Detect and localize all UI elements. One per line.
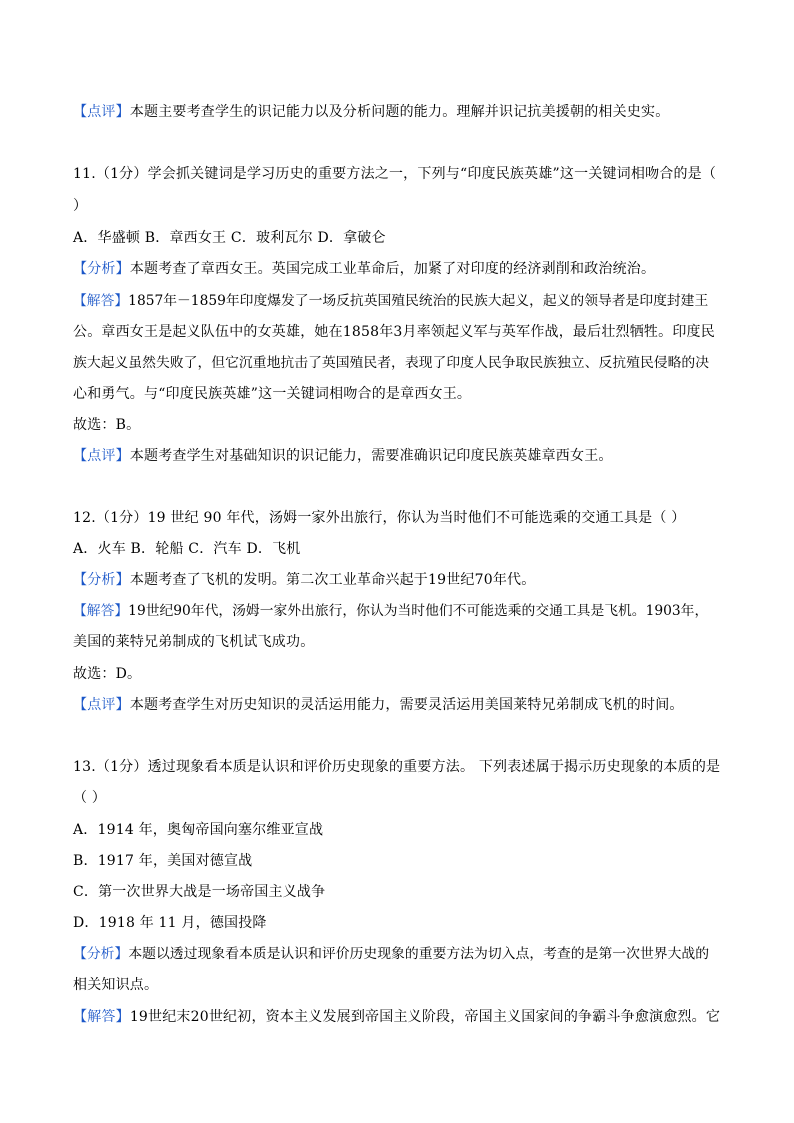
tag-bracket-close: 】	[114, 603, 129, 619]
q11-comment	[73, 446, 613, 466]
answer-tag: 解答	[86, 603, 115, 619]
tag-bracket-open: 【	[73, 293, 87, 309]
tag-bracket-open: 【	[73, 946, 87, 962]
q11-answer-line4: 心和勇气。与“印度民族英雄”这一关键词相吻合的是章西女王。	[73, 386, 472, 402]
comment-tag: 点评	[87, 697, 116, 713]
comment-text: 本题考查学生对基础知识的识记能力，需要准确识记印度民族英雄章西女王。	[129, 448, 613, 464]
analysis-text: 本题以透过现象看本质是认识和评价历史现象的重要方法为切入点，考查的是第一次世界大战的	[128, 946, 710, 962]
tag-bracket-open: 【	[73, 603, 87, 619]
q10-comment	[73, 102, 669, 122]
tag-bracket-open: 【	[73, 104, 88, 120]
q13-stem-line2: （ ）	[73, 790, 107, 806]
analysis-tag: 分析	[87, 572, 116, 588]
analysis-tag: 分析	[87, 261, 116, 277]
q12-answer-line2: 美国的莱特兄弟制成的飞机试飞成功。	[73, 634, 315, 650]
tag-bracket-close: 】	[115, 104, 130, 120]
q13-answer-line1	[73, 1007, 720, 1027]
q11-stem-line2: ）	[73, 198, 88, 214]
analysis-text: 本题考查了章西女王。英国完成工业革命后，加紧了对印度的经济剥削和政治统治。	[129, 261, 656, 277]
answer-text: 19世纪末20世纪初，资本主义发展到帝国主义阶段，帝国主义国家间的争霸斗争愈演愈烈。它	[129, 1009, 721, 1025]
q13-option-a: A．1914 年，奥匈帝国向塞尔维亚宣战	[73, 822, 324, 838]
tag-bracket-open: 【	[73, 448, 88, 464]
q12-answer-line1	[73, 601, 708, 621]
analysis-text: 本题考查了飞机的发明。第二次工业革命兴起于19世纪70年代。	[129, 572, 536, 588]
tag-bracket-open: 【	[73, 572, 88, 588]
tag-bracket-close: 】	[115, 697, 130, 713]
q11-choice: 故选：B。	[73, 417, 141, 433]
q13-analysis-line1	[73, 944, 709, 964]
tag-bracket-open: 【	[73, 697, 88, 713]
q11-options: A．华盛顿 B．章西女王 C．玻利瓦尔 D．拿破仑	[73, 230, 386, 246]
q11-answer-line3: 族大起义虽然失败了，但它沉重地抗击了英国殖民者，表现了印度人民争取民族独立、反抗殖民侵略的决	[73, 355, 710, 371]
q12-options: A．火车 B．轮船 C．汽车 D．飞机	[73, 541, 301, 557]
answer-tag: 解答	[87, 1009, 116, 1025]
comment-tag: 点评	[87, 104, 116, 120]
q12-comment	[73, 695, 684, 715]
comment-text: 本题主要考查学生的识记能力以及分析问题的能力。理解并识记抗美援朝的相关史实。	[129, 104, 670, 120]
tag-bracket-close: 】	[115, 261, 130, 277]
q11-answer-line2: 公。章西女王是起义队伍中的女英雄，她在1858年3月率领起义军与英军作战，最后壮烈牺牲。印度民	[73, 324, 715, 340]
tag-bracket-close: 】	[114, 946, 129, 962]
q12-stem: 12.（1分）19 世纪 90 年代，汤姆一家外出旅行，你认为当时他们不可能选乘的交通工具是（ ）	[73, 510, 686, 526]
comment-tag: 点评	[87, 448, 116, 464]
answer-text: 19世纪90年代，汤姆一家外出旅行，你认为当时他们不可能选乘的交通工具是飞机。1903年，	[128, 603, 709, 619]
q11-analysis	[73, 259, 655, 279]
analysis-tag: 分析	[86, 946, 115, 962]
comment-text: 本题考查学生对历史知识的灵活运用能力，需要灵活运用美国莱特兄弟制成飞机的时间。	[129, 697, 684, 713]
answer-text: 1857年－1859年印度爆发了一场反抗英国殖民统治的民族大起义，起义的领导者是印度封建王	[128, 293, 709, 309]
q11-stem-line1: 11.（1分）学会抓关键词是学习历史的重要方法之一，下列与“印度民族英雄”这一关键词相吻合的是（	[73, 166, 717, 182]
tag-bracket-close: 】	[114, 293, 129, 309]
tag-bracket-close: 】	[115, 572, 130, 588]
q11-answer-line1	[73, 291, 708, 311]
q12-choice: 故选：D。	[73, 666, 142, 682]
q12-analysis	[73, 570, 535, 590]
q13-option-c: C．第一次世界大战是一场帝国主义战争	[73, 884, 326, 900]
q13-analysis-line2: 相关知识点。	[73, 977, 159, 993]
q13-option-d: D．1918 年 11 月，德国投降	[73, 915, 267, 931]
tag-bracket-open: 【	[73, 1009, 88, 1025]
tag-bracket-close: 】	[115, 1009, 130, 1025]
q13-stem-line1: 13.（1分）透过现象看本质是认识和评价历史现象的重要方法。 下列表述属于揭示历史现象的本质的是	[73, 759, 721, 775]
answer-tag: 解答	[86, 293, 115, 309]
q13-option-b: B．1917 年，美国对德宣战	[73, 853, 253, 869]
tag-bracket-open: 【	[73, 261, 88, 277]
tag-bracket-close: 】	[115, 448, 130, 464]
